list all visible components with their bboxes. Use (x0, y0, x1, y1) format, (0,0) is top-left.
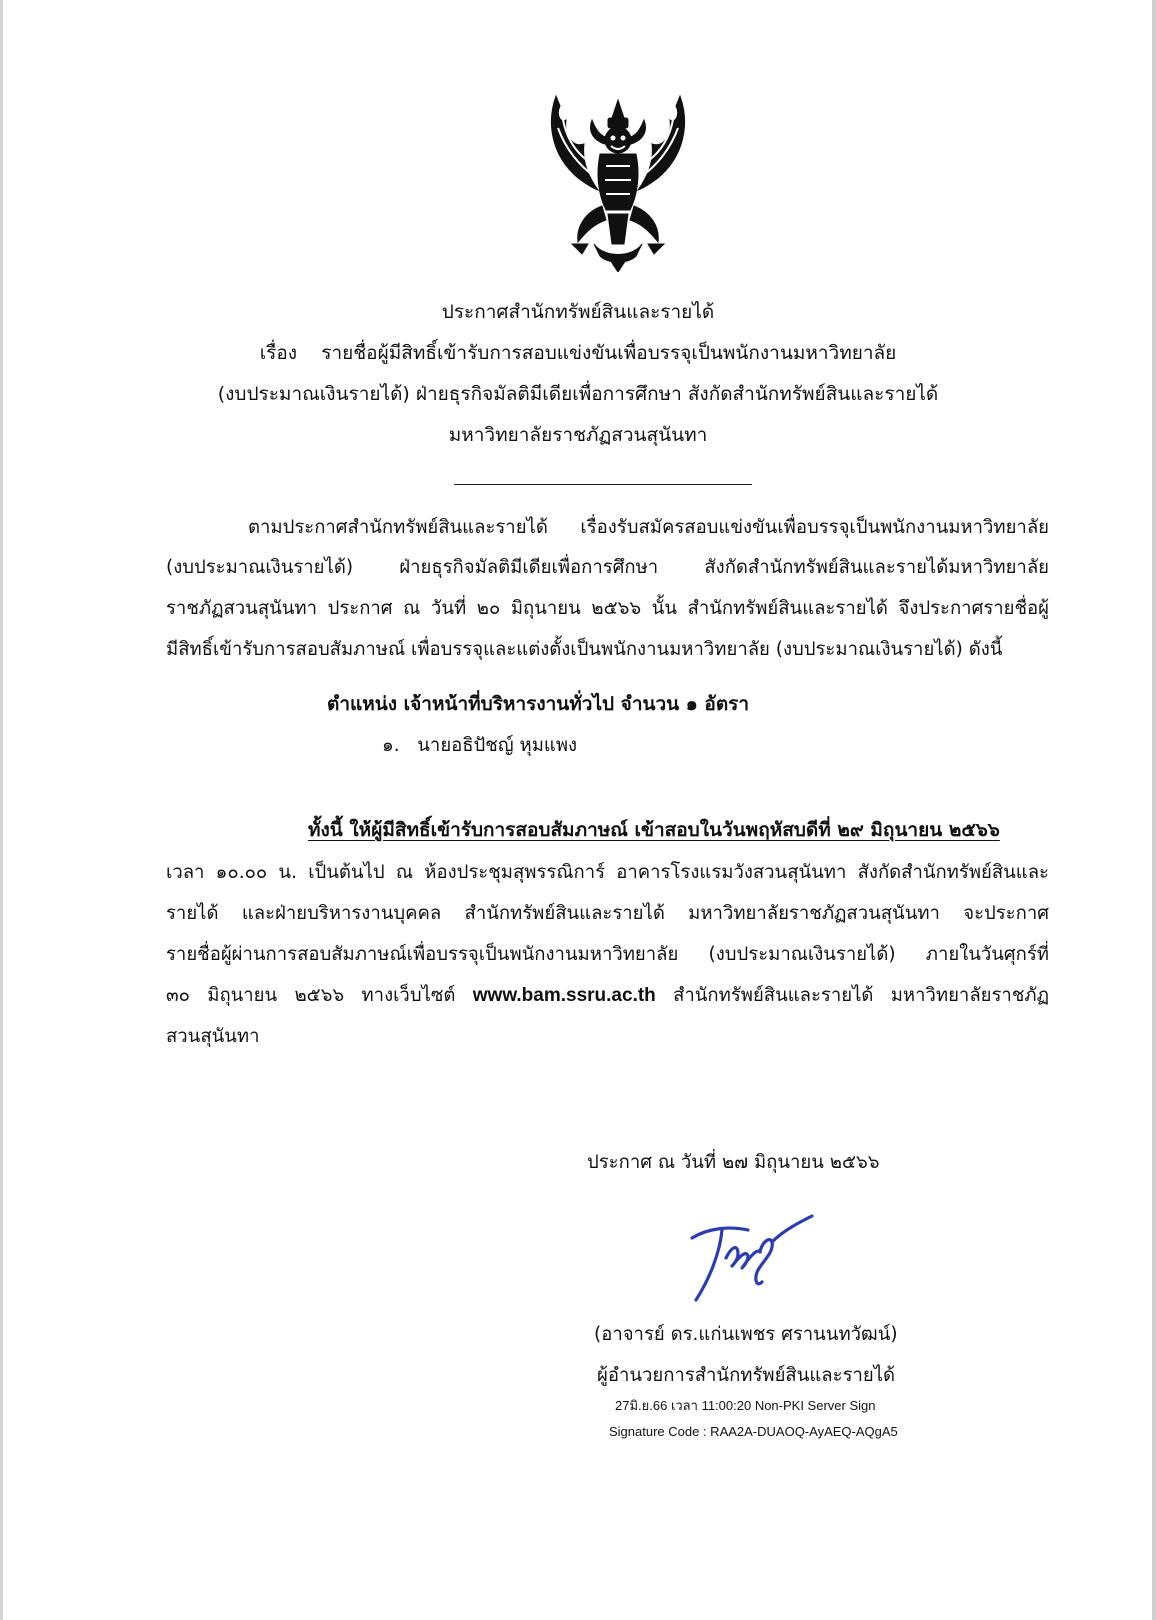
handwritten-signature (688, 1212, 818, 1308)
announcement-date: ประกาศ ณ วันที่ ๒๗ มิถุนายน ๒๕๖๖ (587, 1152, 880, 1173)
subject-label: เรื่อง (259, 342, 298, 364)
subject-heading (0, 333, 1156, 373)
candidate-row (382, 726, 577, 766)
signature-code: Signature Code : RAA2A-DUAOQ-AyAEQ-AQgA5 (609, 1424, 898, 1439)
sign-timestamp: 27มิ.ย.66 เวลา 11:00:20 Non-PKI Server Sign (615, 1398, 876, 1413)
heading-divider (454, 484, 752, 485)
candidate-number: ๑. (382, 735, 400, 756)
interview-line-2: เวลา ๑๐.๐๐ น. เป็นต้นไป ณ ห้องประชุมสุพรรณิการ์ อาคารโรงแรมวังสวนสุนันทา สังกัดสำนักทรัพย์สินและ (166, 862, 1049, 883)
issuer-heading: ประกาศสำนักทรัพย์สินและรายได้ (441, 301, 715, 323)
garuda-emblem-icon (548, 94, 688, 272)
intro-line-1: ตามประกาศสำนักทรัพย์สินและรายได้ เรื่องรับสมัครสอบแข่งขันเพื่อบรรจุเป็นพนักงานมหาวิทยาลัย (248, 517, 1049, 538)
signer-name: (อาจารย์ ดร.แก่นเพชร ศรานนทวัฒน์) (594, 1324, 898, 1345)
subject-line3: มหาวิทยาลัยราชภัฏสวนสุนันทา (448, 424, 708, 446)
interview-line-5-before: ๓๐ มิถุนายน ๒๕๖๖ ทางเว็บไซต์ (166, 985, 473, 1006)
interview-line-3: รายได้ และฝ่ายบริหารงานบุคคล สำนักทรัพย์สินและรายได้ มหาวิทยาลัยราชภัฏสวนสุนันทา จะประกาศ (166, 903, 1049, 924)
position-title: ตำแหน่ง เจ้าหน้าที่บริหารงานทั่วไป จำนวน ๑ อัตรา (327, 693, 750, 715)
subject-line2: (งบประมาณเงินรายได้) ฝ่ายธุรกิจมัลติมีเดียเพื่อการศึกษา สังกัดสำนักทรัพย์สินและรายได้ (217, 383, 939, 405)
interview-line-4: รายชื่อผู้ผ่านการสอบสัมภาษณ์เพื่อบรรจุเป็นพนักงานมหาวิทยาลัย (งบประมาณเงินรายได้) ภายในวันศุกร์ที่ (166, 944, 1049, 965)
intro-line-3: ราชภัฏสวนสุนันทา ประกาศ ณ วันที่ ๒๐ มิถุนายน ๒๕๖๖ นั้น สำนักทรัพย์สินและรายได้ จึงประกาศรายชื่อผู้ (166, 598, 1049, 619)
interview-notice: ทั้งนี้ ให้ผู้มีสิทธิ์เข้ารับการสอบสัมภาษณ์ เข้าสอบในวันพฤหัสบดีที่ ๒๙ มิถุนายน ๒๕๖๖ (308, 819, 1000, 841)
interview-line-5-after: สำนักทรัพย์สินและรายได้ มหาวิทยาลัยราชภัฏ (655, 985, 1049, 1006)
subject-line1: รายชื่อผู้มีสิทธิ์เข้ารับการสอบแข่งขันเพื่อบรรจุเป็นพนักงานมหาวิทยาลัย (321, 342, 897, 364)
signer-title: ผู้อำนวยการสำนักทรัพย์สินและรายได้ (597, 1365, 896, 1386)
interview-line-6: สวนสุนันทา (166, 1026, 260, 1047)
intro-line-4: มีสิทธิ์เข้ารับการสอบสัมภาษณ์ เพื่อบรรจุและแต่งตั้งเป็นพนักงานมหาวิทยาลัย (งบประมาณเงินรายได้) ดังนี้ (166, 639, 1003, 660)
website-link[interactable]: www.bam.ssru.ac.th (472, 985, 656, 1006)
intro-line-2: (งบประมาณเงินรายได้) ฝ่ายธุรกิจมัลติมีเดียเพื่อการศึกษา สังกัดสำนักทรัพย์สินและรายได้มหาวิทยาลัย (166, 557, 1049, 578)
interview-line-5 (166, 976, 1049, 1016)
candidate-name: นายอธิปัชญ์ หุมแพง (417, 735, 578, 756)
